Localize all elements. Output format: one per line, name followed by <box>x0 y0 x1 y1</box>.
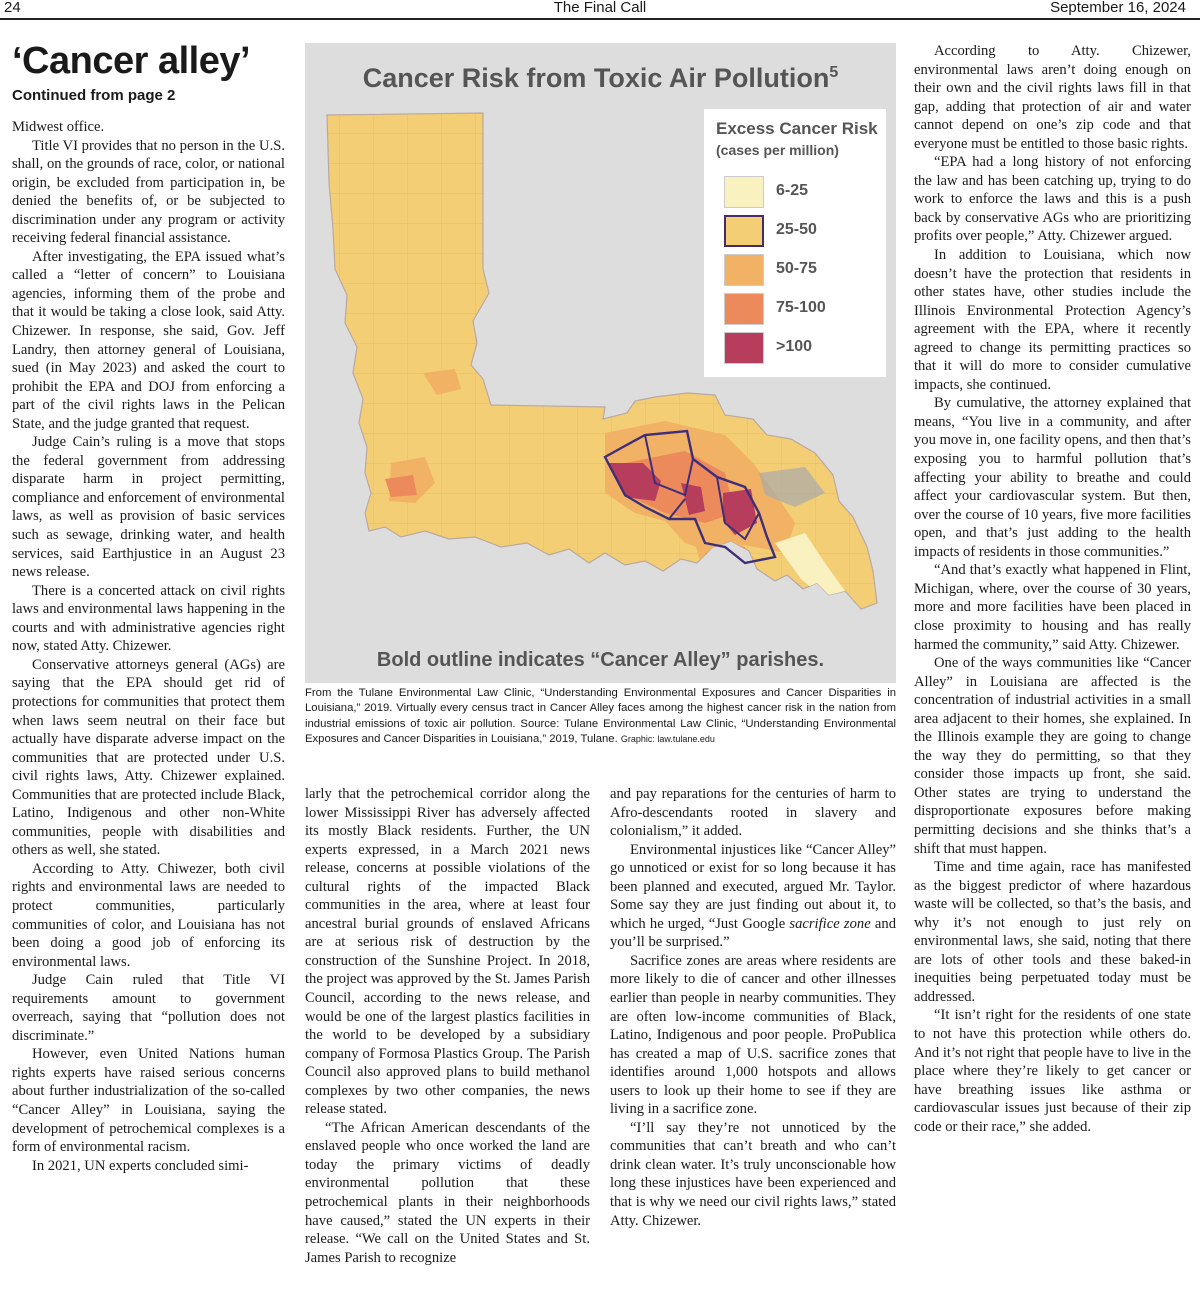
paragraph: Judge Cain’s ruling is a move that stops the federal government from addressing disparate harm in project permitting, compliance and enforcement of environmental laws, as well as provision of basic services such as sewage, drinking water, and health services, said Earthjustice in an August 23 news release. <box>12 434 285 581</box>
publication-name: The Final Call <box>553 0 647 16</box>
legend-title: Excess Cancer Risk <box>716 119 878 138</box>
paragraph: According to Atty. Chizewer, environmental laws aren’t doing enough on their own and the civil rights laws fill in that gap, adding that protection of air and water cannot depend on one’s zip code and that everyone must be entitled to those basic rights. <box>914 43 1191 152</box>
legend-label: >100 <box>776 338 813 355</box>
page-number: 24 <box>4 0 21 16</box>
article-column-4 <box>914 42 1191 1136</box>
legend-swatch <box>724 176 764 208</box>
graphic-credit: Graphic: law.tulane.edu <box>620 734 715 745</box>
paragraph: Title VI provides that no person in the U.S. shall, on the grounds of race, color, or national origin, be excluded from participation in, be denied the benefits of, or be subjected to discrimination under any program or activity receiving federal financial assistance. <box>12 137 285 247</box>
legend-swatch <box>724 215 764 247</box>
paragraph: Time and time again, race has manifested as the biggest predictor of where hazardous waste will be collected, so that’s the basis, and why it’s not enough to just rely on environmental laws, she said, noting that there are lots of other tools and these baked-in inequities being perpetuated today must be addressed. <box>914 859 1191 1005</box>
map-legend <box>704 109 886 377</box>
paragraph: After investigating, the EPA issued what’s called a “letter of concern” to Louisiana agencies, informing them of the probe and that it would be taking a close look, said Atty. Chizewer. In response, she said, Gov. Jeff Landry, then attorney general of Louisiana, sued (in May 2023) and asked the court to prohibit the EPA and DOJ from enforcing a part of the civil rights laws in the Pelican State, and the judge granted that request. <box>12 248 285 432</box>
paragraph: larly that the petrochemical corridor along the lower Mississippi River has adversely affected its mostly Black residents. Further, the UN experts expressed, in a March 2021 news release, concerns at possible violations of the cultural rights of the impacted Black communities in the area, where at least four ancestral burial grounds of enslaved Africans are at serious risk of destruction by the construction of the Sunshine Project. In 2018, the project was approved by the St. James Parish Council, according to the news release, and would be one of the largest plastics facilities in the world to be developed by a subsidiary company of Formosa Plastics Group. The Parish Council also approved plans to build methanol complexes by two other companies, the news release stated. <box>305 786 590 1118</box>
page-header <box>0 0 1200 18</box>
cancer-risk-map-figure <box>305 43 896 683</box>
paragraph: “It isn’t right for the residents of one state to not have this protection while others do. And it’s not right that people have to live in the place where they’re likely to get cancer or have breathing issues like asthma or cardiovascular issues just because of their zip code or their race,” she added. <box>914 1007 1191 1135</box>
paragraph: Midwest office. <box>12 119 105 135</box>
emphasis-sacrifice-zone: sacrifice zone <box>789 915 871 932</box>
legend-swatch <box>724 332 764 364</box>
map-bottom-note: Bold outline indicates “Cancer Alley” parishes. <box>376 649 825 671</box>
continued-from-line: Continued from page 2 <box>12 87 176 104</box>
paragraph: “And that’s exactly what happened in Flint, Michigan, where, over the course of 30 years, more and more facilities have been placed in close proximity to housing and has really harmed the community,” said Atty. Chizewer. <box>914 562 1191 653</box>
legend-label: 75-100 <box>776 299 826 316</box>
legend-label: 50-75 <box>776 260 817 277</box>
article-column-3 <box>610 785 896 1230</box>
legend-label: 6-25 <box>776 182 809 199</box>
paragraph: “EPA had a long history of not enforcing the law and has been catching up, trying to do work to enforce the laws and this is a push back by conservative AGs who are prioritizing profits over people,” Atty. Chizewer argued. <box>914 154 1191 245</box>
legend-subtitle: (cases per million) <box>716 142 839 158</box>
article-column-2 <box>305 785 590 1267</box>
legend-label: 25-50 <box>776 221 817 238</box>
paragraph: In 2021, UN experts concluded simi- <box>32 1157 249 1174</box>
paragraph: However, even United Nations human rights experts have raised serious concerns about further industrialization of the so-called “Cancer Alley” in Louisiana, saying the development of petrochemical complexes is a form of environmental racism. <box>12 1046 285 1156</box>
area-75-100 <box>705 547 749 571</box>
paragraph: Conservative attorneys general (AGs) are saying that the EPA should get rid of protections for communities that protect them when laws seem neutral on their face but actually have disparate adverse impact on the communities that are protected under U.S. civil rights laws, Atty. Chizewer explained. Communities that are protected include Black, Latino, Indigenous and other non-White communities, people with disabilities and others as well, she stated. <box>12 656 285 859</box>
paragraph: Sacrifice zones are areas where residents are more likely to die of cancer and other illnesses earlier than people in nearby communities. They are often low-income communities of Black, Latino, Indigenous and poor people. ProPublica has created a map of U.S. sacrifice zones that identifies around 1,000 hotspots and allows users to look up their home to see if they are living in a sacrifice zone. <box>610 952 896 1118</box>
issue-date: September 16, 2024 <box>1050 0 1186 16</box>
paragraph: and pay reparations for the centuries of harm to Afro-descendants rooted in slavery and colonialism,” it added. <box>610 786 896 840</box>
legend-swatch <box>724 254 764 286</box>
legend-swatch <box>724 293 764 325</box>
paragraph: According to Atty. Chiwezer, both civil rights and environmental laws are needed to protect communities, particularly communities of color, and Louisiana has not been doing a good job of enforcing its environmental laws. <box>12 860 285 970</box>
article-headline: ‘Cancer alley’ <box>12 40 251 82</box>
figure-caption: From the Tulane Environmental Law Clinic, “Understanding Environmental Exposures and Cancer Disparities in Louisiana,” 2019. Virtually every census tract in Cancer Alley faces among the highest cancer risk in the nation from industrial emissions of toxic air pollution. Source: Tulane Environmental Law Clinic, “Understanding Environmental Exposures and Cancer Disparities in Louisiana,” 2019, Tulane. Graphic: law.tulane.edu <box>305 687 896 746</box>
paragraph: Judge Cain ruled that Title VI requirements amount to government overreach, saying that “pollution does not discriminate.” <box>12 972 285 1044</box>
article-column-1 <box>12 118 285 1175</box>
paragraph: There is a concerted attack on civil rights laws and environmental laws happening in the courts and with administrative agencies right now, stated Atty. Chizewer. <box>12 582 285 655</box>
header-rule <box>0 18 1200 20</box>
paragraph: “The African American descendants of the enslaved people who once worked the land are today the primary victims of deadly environmental pollution that these petrochemical plants in their neighborhoods have caused,” stated the UN experts in their release. “We call on the United States and St. James Parish to recognize <box>305 1119 590 1266</box>
paragraph: By cumulative, the attorney explained that means, “You live in a community, and after you move in, one facility opens, and then that’s exposing you to harmful pollution that’s affecting your ability to breathe and could affect your cardiovascular system. But then, over the course of 10 years, five more facilities open, and that’s just adding to the health impacts of residents in those communities.” <box>914 395 1191 560</box>
paragraph: One of the ways communities like “Cancer Alley” in Louisiana are affected is the concentration of industrial activities in a small area adjacent to their homes, she explained. In the Illinois example they are going to change the way they do permitting, so that they consider those impacts up front, she said. Other states are trying to understand the disproportionate exposures before making permitting decisions and she thinks that’s a shift that must happen. <box>914 655 1191 857</box>
paragraph: Environmental injustices like “Cancer Alley” go unnoticed or exist for so long because it has been planned and executed, argued Mr. Taylor. Some say they are just finding out about it, to which he urged, “Just Google sacrifice zone and you’ll be surprised.” <box>610 841 896 951</box>
paragraph: “I’ll say they’re not unnoticed by the communities that can’t breath and who can’t drink clean water. It’s truly unconscionable how long these injustices have been experienced and that is why we need our civil rights laws,” stated Atty. Chizewer. <box>610 1119 896 1229</box>
map-title: Cancer Risk from Toxic Air Pollution$^5$ <box>362 63 839 93</box>
paragraph: In addition to Louisiana, which now doesn’t have the protection that residents in other states have, other studies include the Illinois Environmental Protection Agency’s agreement with the EPA, where it recently agreed to change its permitting practices so that it will do more to consider cumulative impacts, she continued. <box>914 247 1191 393</box>
